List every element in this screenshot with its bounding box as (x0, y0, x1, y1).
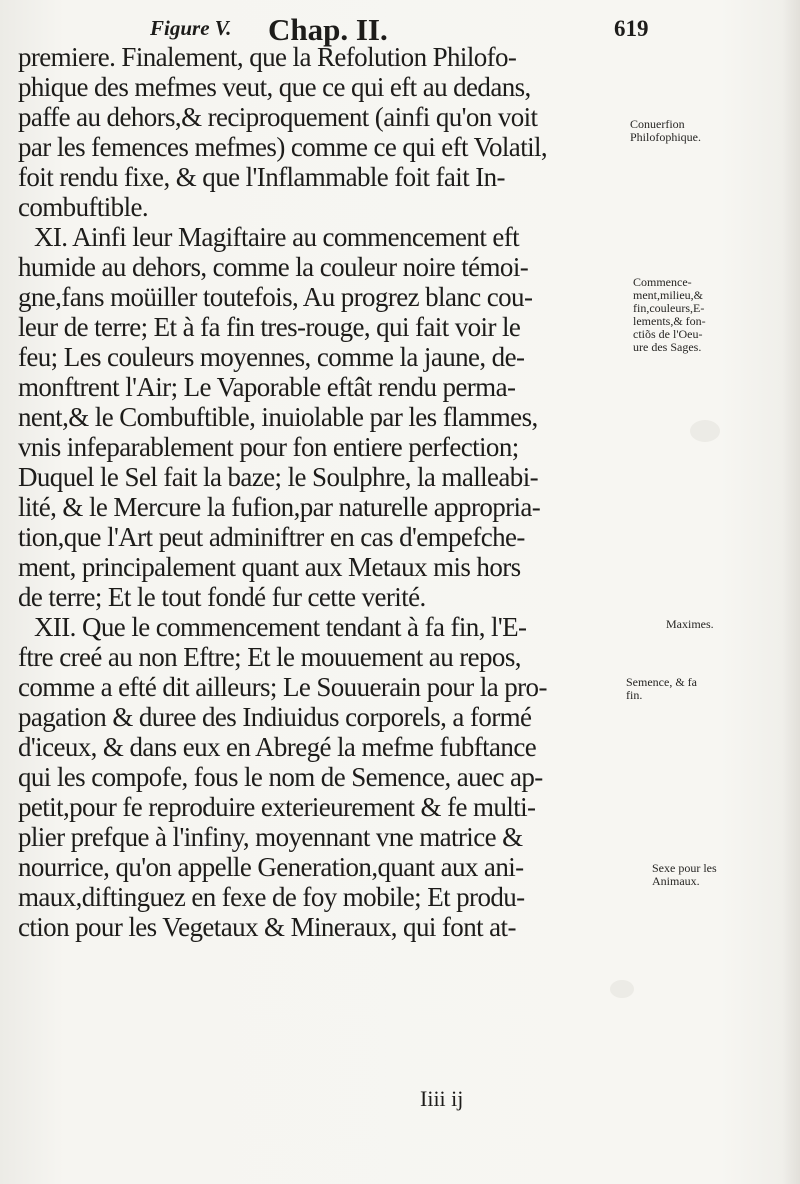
text-line: ftre creé au non Eftre; Et le mouuement au repos, (18, 642, 521, 672)
text-line: de terre; Et le tout fondé fur cette verité. (18, 582, 426, 612)
chapter-label: Chap. II. (268, 12, 388, 47)
text-line: Duquel le Sel fait la baze; le Soulphre, la malleabi- (18, 462, 538, 492)
text-line: gne,fans moüiller toutefois, Au progrez blanc cou- (18, 282, 533, 312)
text-line: par les femences mefmes) comme ce qui eft Volatil, (18, 132, 548, 162)
text-line: vnis infeparablement pour fon entiere perfection; (18, 432, 519, 462)
text-line: combuftible. (18, 192, 149, 222)
text-line: d'iceux, & dans eux en Abregé la mefme fubftance (18, 732, 537, 762)
main-text (18, 42, 618, 942)
text-line: premiere. Finalement, que la Refolution Philofo- (18, 42, 517, 72)
text-line: maux,diftinguez en fexe de foy mobile; Et produ- (18, 882, 525, 912)
text-line: leur de terre; Et à fa fin tres-rouge, qui fait voir le (18, 312, 521, 342)
signature-mark: Iiii ij (420, 1086, 464, 1111)
paper-stain (610, 980, 634, 998)
margin-note: Semence, & fa fin. (626, 675, 697, 702)
text-line: monftrent l'Air; Le Vaporable eftât rendu perma- (18, 372, 516, 402)
paper-stain (690, 420, 720, 442)
text-line: ment, principalement quant aux Metaux mis hors (18, 552, 521, 582)
text-line: nent,& le Combuftible, inuiolable par les flammes, (18, 402, 538, 432)
text-line: tion,que l'Art peut adminiftrer en cas d'empefche- (18, 522, 525, 552)
page-edge (782, 0, 800, 1184)
text-line: humide au dehors, comme la couleur noire témoi- (18, 252, 529, 282)
text-line: plier prefque à l'infiny, moyennant vne matrice & (18, 822, 523, 852)
text-line: phique des mefmes veut, que ce qui eft au dedans, (18, 72, 531, 102)
text-line: comme a efté dit ailleurs; Le Souuerain pour la pro- (18, 672, 547, 702)
text-line: foit rendu fixe, & que l'Inflammable foit fait In- (18, 162, 505, 192)
text-line: petit,pour fe reproduire exterieurement & fe multi- (18, 792, 536, 822)
text-line: nourrice, qu'on appelle Generation,quant aux ani- (18, 852, 524, 882)
text-line: XI. Ainfi leur Magiftaire au commencement eft (34, 222, 520, 252)
margin-note: Maximes. (666, 617, 714, 631)
text-line: feu; Les couleurs moyennes, comme la jaune, de- (18, 342, 525, 372)
text-line: paffe au dehors,& reciproquement (ainfi qu'on voit (18, 102, 538, 132)
margin-note: Sexe pour les Animaux. (652, 861, 717, 888)
text-line: ction pour les Vegetaux & Mineraux, qui font at- (18, 912, 516, 942)
text-line: XII. Que le commencement tendant à fa fin, l'E- (34, 612, 527, 642)
text-line: qui les compofe, fous le nom de Semence, auec ap- (18, 762, 543, 792)
margin-note: Conuerfion Philofophique. (630, 117, 701, 144)
text-line: pagation & duree des Indiuidus corporels, a formé (18, 702, 532, 732)
folio-number: 619 (614, 16, 649, 41)
text-line: lité, & le Mercure la fufion,par naturelle appropria- (18, 492, 541, 522)
margin-note: Commence- ment,milieu,& fin,couleurs,E- lements,& fon- ctiõs de l'Oeu- ure des Sages. (633, 275, 706, 354)
figure-label: Figure V. (150, 16, 232, 40)
